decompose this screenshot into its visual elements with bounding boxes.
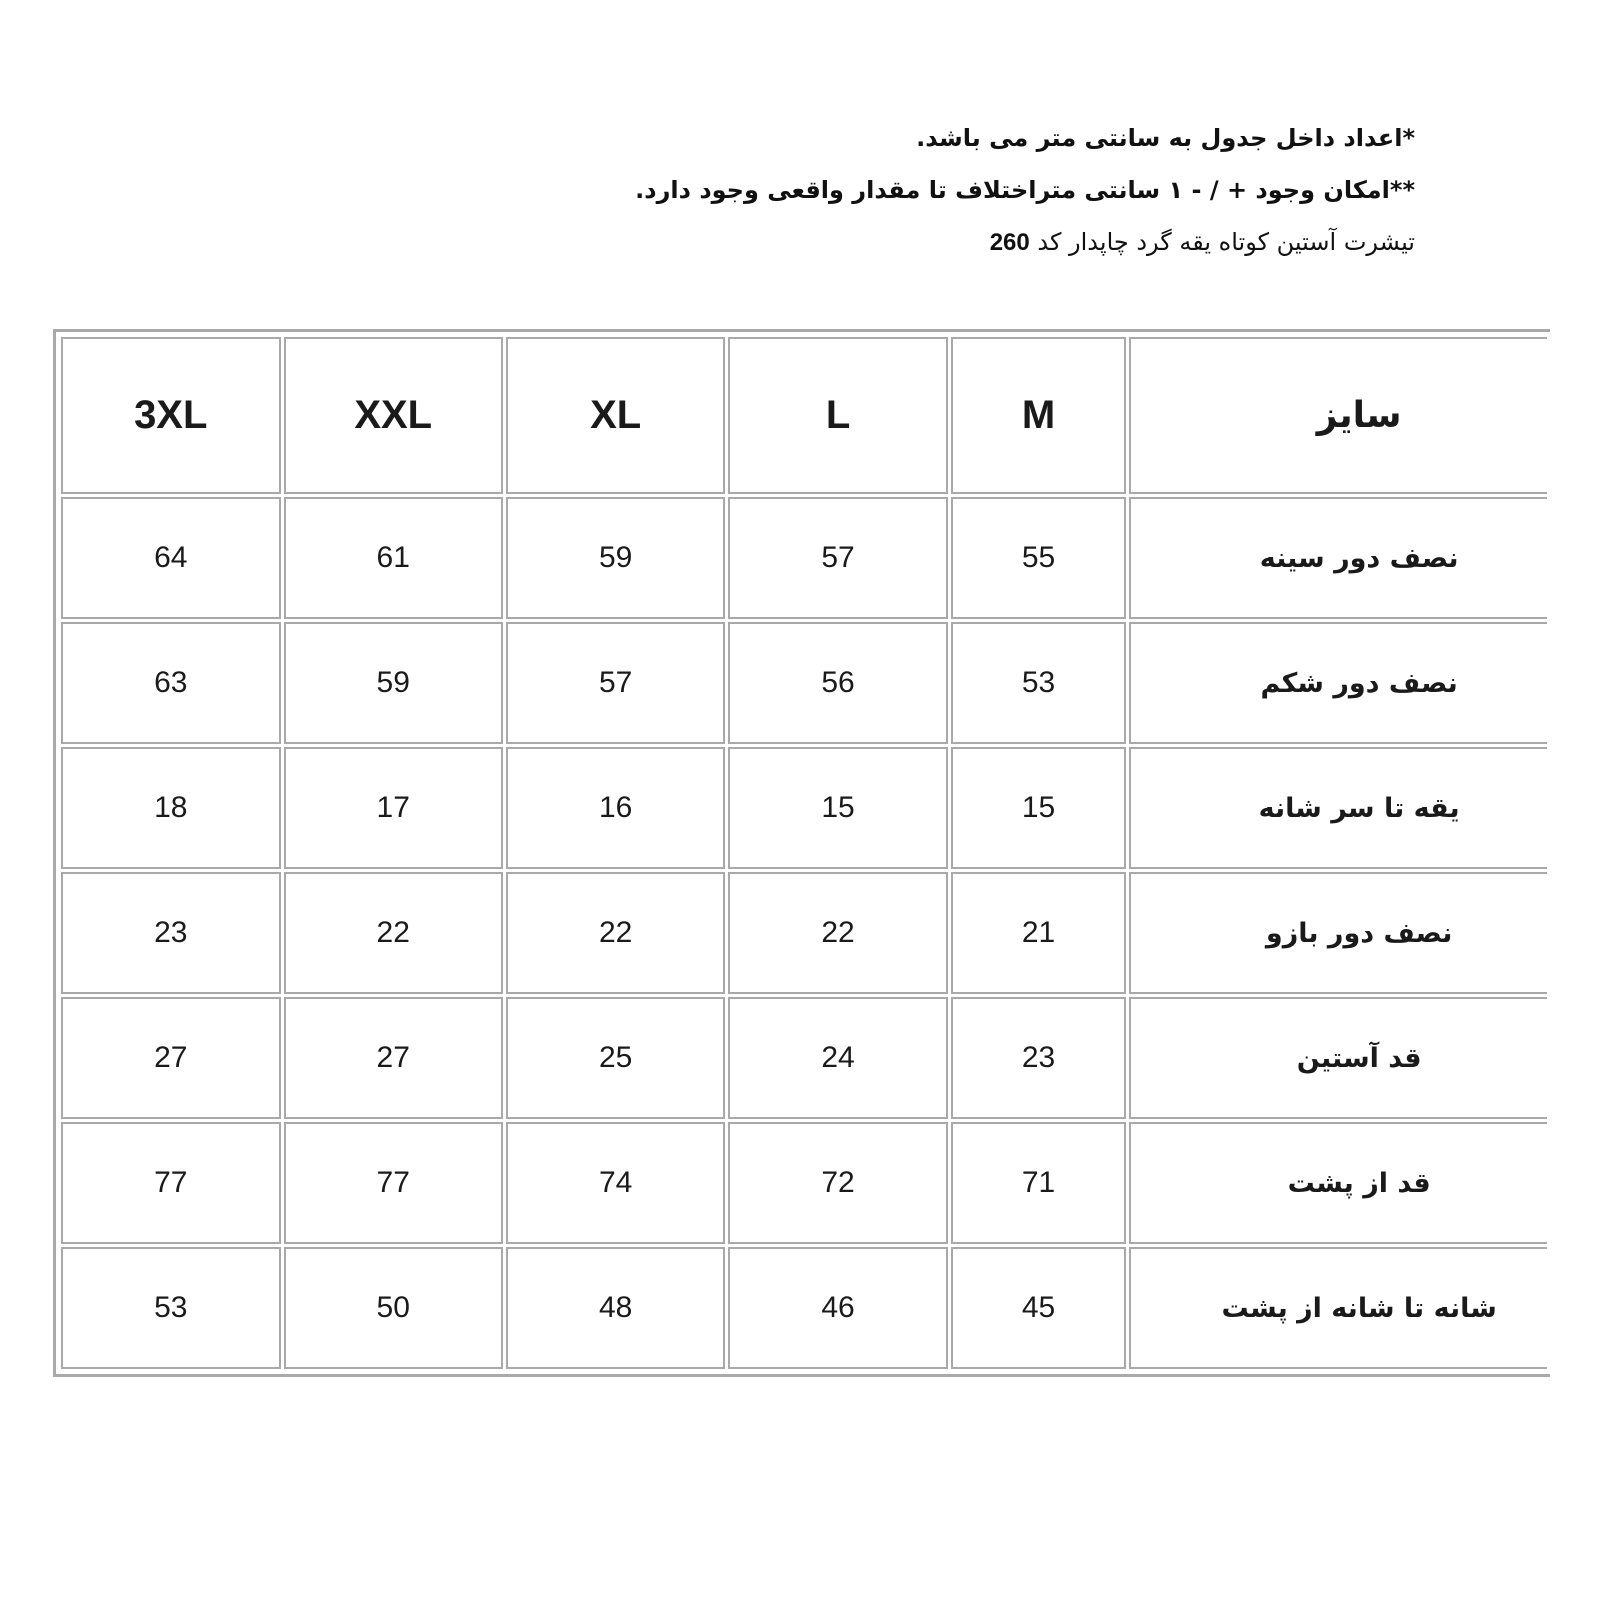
table-cell: 45: [951, 1247, 1127, 1369]
table-cell: 23: [951, 997, 1127, 1119]
table-cell: 74: [506, 1122, 725, 1244]
table-cell: 64: [61, 497, 281, 619]
notes-block: [515, 112, 1415, 269]
table-cell: 17: [284, 747, 503, 869]
table-cell: 50: [284, 1247, 503, 1369]
table-row: [61, 997, 1547, 1119]
size-header-xl: XL: [506, 337, 725, 494]
table-cell: 57: [728, 497, 947, 619]
row-label: نصف دور شکم: [1129, 622, 1547, 744]
row-label: یقه تا سر شانه: [1129, 747, 1547, 869]
table-cell: 25: [506, 997, 725, 1119]
table-cell: 16: [506, 747, 725, 869]
table-cell: 77: [284, 1122, 503, 1244]
size-table: [58, 334, 1550, 1372]
table-cell: 22: [728, 872, 947, 994]
table-cell: 72: [728, 1122, 947, 1244]
table-cell: 57: [506, 622, 725, 744]
table-cell: 53: [61, 1247, 281, 1369]
table-cell: 48: [506, 1247, 725, 1369]
size-table-frame: [53, 329, 1550, 1377]
table-cell: 61: [284, 497, 503, 619]
table-cell: 27: [61, 997, 281, 1119]
table-cell: 53: [951, 622, 1127, 744]
table-cell: 24: [728, 997, 947, 1119]
table-row: [61, 622, 1547, 744]
table-cell: 71: [951, 1122, 1127, 1244]
row-label: شانه تا شانه از پشت: [1129, 1247, 1547, 1369]
table-cell: 59: [506, 497, 725, 619]
table-cell: 59: [284, 622, 503, 744]
size-header-l: L: [728, 337, 947, 494]
product-code: 260: [989, 229, 1030, 256]
header-size-label: سایز: [1129, 337, 1547, 494]
product-title: [515, 216, 1415, 269]
table-cell: 55: [951, 497, 1127, 619]
table-row: [61, 872, 1547, 994]
size-header-xxl: XXL: [284, 337, 503, 494]
table-row: [61, 1247, 1547, 1369]
size-header-3xl: 3XL: [61, 337, 281, 494]
table-cell: 63: [61, 622, 281, 744]
table-cell: 22: [284, 872, 503, 994]
table-cell: 27: [284, 997, 503, 1119]
table-cell: 77: [61, 1122, 281, 1244]
header-row: [61, 337, 1547, 494]
size-header-m: M: [951, 337, 1127, 494]
row-label: نصف دور سینه: [1129, 497, 1547, 619]
table-cell: 21: [951, 872, 1127, 994]
note-units: *اعداد داخل جدول به سانتی متر می باشد.: [916, 124, 1415, 152]
note-tolerance: **امکان وجود + / - ۱ سانتی متراختلاف تا مقدار واقعی وجود دارد.: [635, 176, 1415, 204]
table-cell: 15: [728, 747, 947, 869]
row-label: قد از پشت: [1129, 1122, 1547, 1244]
table-cell: 15: [951, 747, 1127, 869]
table-row: [61, 1122, 1547, 1244]
row-label: نصف دور بازو: [1129, 872, 1547, 994]
table-cell: 23: [61, 872, 281, 994]
table-row: [61, 747, 1547, 869]
product-title-text: تیشرت آستین کوتاه یقه گرد چاپدار کد: [1037, 228, 1415, 256]
table-cell: 46: [728, 1247, 947, 1369]
row-label: قد آستین: [1129, 997, 1547, 1119]
table-cell: 56: [728, 622, 947, 744]
table-cell: 18: [61, 747, 281, 869]
table-cell: 22: [506, 872, 725, 994]
table-row: [61, 497, 1547, 619]
